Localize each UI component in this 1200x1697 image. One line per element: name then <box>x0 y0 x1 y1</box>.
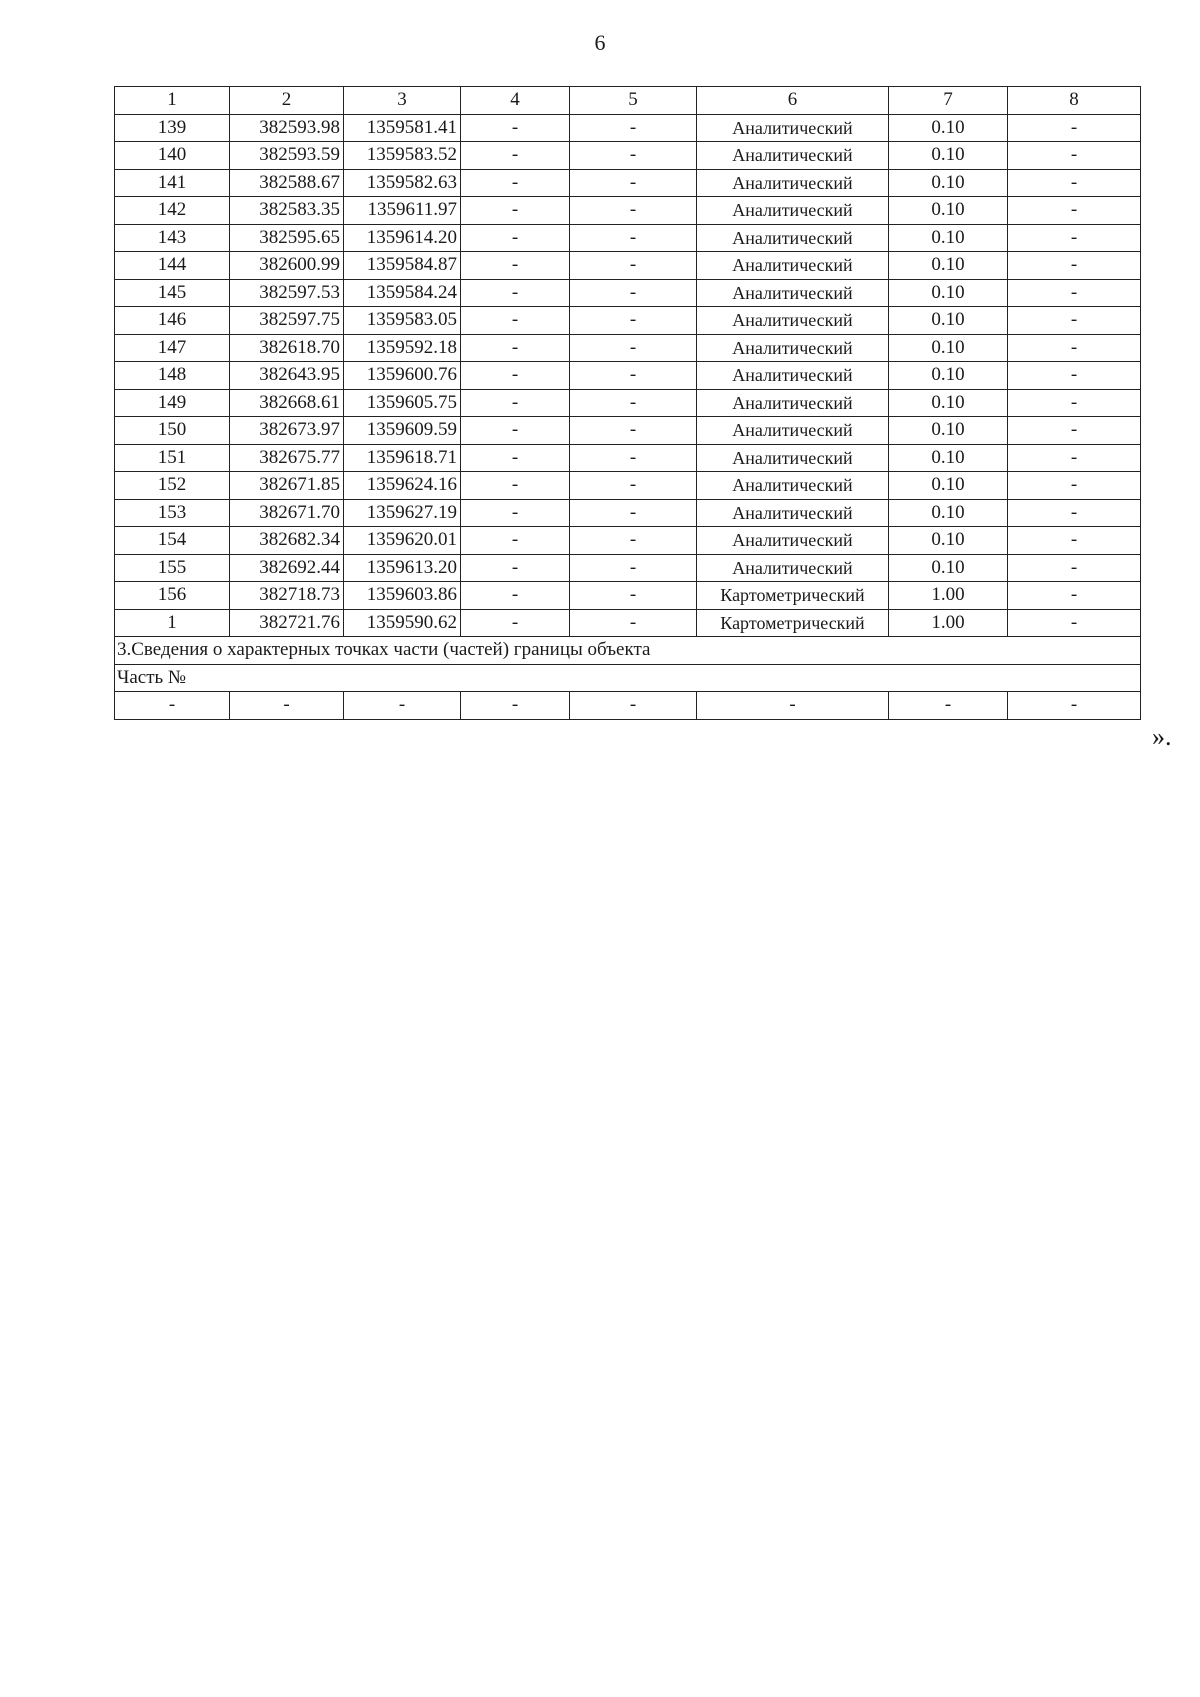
point-number-cell: 150 <box>115 417 230 445</box>
col5-cell: - <box>570 389 697 417</box>
empty-part-row <box>115 692 1141 720</box>
point-number-cell: 142 <box>115 197 230 225</box>
point-number-cell: 1 <box>115 609 230 637</box>
method-cell: Картометрический <box>697 582 889 610</box>
col5-cell: - <box>570 169 697 197</box>
x-coordinate-cell: 382600.99 <box>230 252 344 280</box>
table-row <box>115 499 1141 527</box>
header-cell: 2 <box>230 87 344 115</box>
point-number-cell: 145 <box>115 279 230 307</box>
accuracy-cell: 0.10 <box>889 554 1008 582</box>
point-number-cell: 139 <box>115 114 230 142</box>
x-coordinate-cell: 382692.44 <box>230 554 344 582</box>
section-title-row <box>115 637 1141 665</box>
x-coordinate-cell: 382673.97 <box>230 417 344 445</box>
y-coordinate-cell: 1359627.19 <box>344 499 461 527</box>
empty-cell: - <box>697 692 889 720</box>
empty-cell: - <box>115 692 230 720</box>
empty-cell: - <box>570 692 697 720</box>
method-cell: Аналитический <box>697 279 889 307</box>
closing-quote-mark: ». <box>1152 722 1172 751</box>
y-coordinate-cell: 1359581.41 <box>344 114 461 142</box>
accuracy-cell: 0.10 <box>889 499 1008 527</box>
col5-cell: - <box>570 609 697 637</box>
col8-cell: - <box>1008 334 1141 362</box>
accuracy-cell: 1.00 <box>889 582 1008 610</box>
y-coordinate-cell: 1359600.76 <box>344 362 461 390</box>
y-coordinate-cell: 1359583.52 <box>344 142 461 170</box>
point-number-cell: 147 <box>115 334 230 362</box>
col4-cell: - <box>461 444 570 472</box>
table-row <box>115 609 1141 637</box>
x-coordinate-cell: 382595.65 <box>230 224 344 252</box>
col4-cell: - <box>461 527 570 555</box>
point-number-cell: 141 <box>115 169 230 197</box>
x-coordinate-cell: 382597.75 <box>230 307 344 335</box>
col5-cell: - <box>570 554 697 582</box>
col4-cell: - <box>461 472 570 500</box>
col8-cell: - <box>1008 169 1141 197</box>
x-coordinate-cell: 382682.34 <box>230 527 344 555</box>
col8-cell: - <box>1008 527 1141 555</box>
col4-cell: - <box>461 169 570 197</box>
x-coordinate-cell: 382588.67 <box>230 169 344 197</box>
table-row <box>115 307 1141 335</box>
y-coordinate-cell: 1359614.20 <box>344 224 461 252</box>
col4-cell: - <box>461 114 570 142</box>
col4-cell: - <box>461 582 570 610</box>
col5-cell: - <box>570 224 697 252</box>
point-number-cell: 156 <box>115 582 230 610</box>
x-coordinate-cell: 382597.53 <box>230 279 344 307</box>
empty-cell: - <box>889 692 1008 720</box>
table-row <box>115 279 1141 307</box>
page-number: 6 <box>594 30 606 55</box>
point-number-cell: 140 <box>115 142 230 170</box>
method-cell: Аналитический <box>697 417 889 445</box>
x-coordinate-cell: 382671.70 <box>230 499 344 527</box>
col4-cell: - <box>461 197 570 225</box>
accuracy-cell: 0.10 <box>889 224 1008 252</box>
empty-cell: - <box>344 692 461 720</box>
x-coordinate-cell: 382593.59 <box>230 142 344 170</box>
header-row <box>115 87 1141 115</box>
point-number-cell: 155 <box>115 554 230 582</box>
y-coordinate-cell: 1359584.87 <box>344 252 461 280</box>
point-number-cell: 143 <box>115 224 230 252</box>
table-row <box>115 224 1141 252</box>
col5-cell: - <box>570 114 697 142</box>
table-row <box>115 444 1141 472</box>
method-cell: Аналитический <box>697 389 889 417</box>
col5-cell: - <box>570 197 697 225</box>
y-coordinate-cell: 1359590.62 <box>344 609 461 637</box>
x-coordinate-cell: 382675.77 <box>230 444 344 472</box>
col5-cell: - <box>570 142 697 170</box>
col8-cell: - <box>1008 582 1141 610</box>
accuracy-cell: 0.10 <box>889 307 1008 335</box>
point-number-cell: 148 <box>115 362 230 390</box>
table-row <box>115 334 1141 362</box>
accuracy-cell: 0.10 <box>889 472 1008 500</box>
col8-cell: - <box>1008 499 1141 527</box>
point-number-cell: 153 <box>115 499 230 527</box>
col8-cell: - <box>1008 472 1141 500</box>
method-cell: Аналитический <box>697 224 889 252</box>
method-cell: Аналитический <box>697 554 889 582</box>
col5-cell: - <box>570 527 697 555</box>
x-coordinate-cell: 382671.85 <box>230 472 344 500</box>
method-cell: Аналитический <box>697 252 889 280</box>
accuracy-cell: 0.10 <box>889 114 1008 142</box>
header-cell: 7 <box>889 87 1008 115</box>
table-row <box>115 252 1141 280</box>
accuracy-cell: 0.10 <box>889 362 1008 390</box>
col8-cell: - <box>1008 114 1141 142</box>
empty-cell: - <box>1008 692 1141 720</box>
col8-cell: - <box>1008 389 1141 417</box>
col4-cell: - <box>461 307 570 335</box>
y-coordinate-cell: 1359613.20 <box>344 554 461 582</box>
col8-cell: - <box>1008 307 1141 335</box>
col4-cell: - <box>461 417 570 445</box>
method-cell: Аналитический <box>697 307 889 335</box>
col4-cell: - <box>461 334 570 362</box>
col8-cell: - <box>1008 362 1141 390</box>
accuracy-cell: 0.10 <box>889 169 1008 197</box>
part-label: Часть № <box>115 664 1141 692</box>
table-row <box>115 472 1141 500</box>
point-number-cell: 149 <box>115 389 230 417</box>
empty-cell: - <box>230 692 344 720</box>
accuracy-cell: 0.10 <box>889 197 1008 225</box>
table-row <box>115 389 1141 417</box>
y-coordinate-cell: 1359592.18 <box>344 334 461 362</box>
table-row <box>115 197 1141 225</box>
header-cell: 3 <box>344 87 461 115</box>
col4-cell: - <box>461 252 570 280</box>
col5-cell: - <box>570 417 697 445</box>
col4-cell: - <box>461 389 570 417</box>
x-coordinate-cell: 382643.95 <box>230 362 344 390</box>
accuracy-cell: 0.10 <box>889 279 1008 307</box>
header-cell: 1 <box>115 87 230 115</box>
y-coordinate-cell: 1359611.97 <box>344 197 461 225</box>
method-cell: Аналитический <box>697 527 889 555</box>
col8-cell: - <box>1008 224 1141 252</box>
col5-cell: - <box>570 362 697 390</box>
accuracy-cell: 0.10 <box>889 527 1008 555</box>
col5-cell: - <box>570 472 697 500</box>
method-cell: Аналитический <box>697 472 889 500</box>
method-cell: Картометрический <box>697 609 889 637</box>
header-cell: 6 <box>697 87 889 115</box>
y-coordinate-cell: 1359584.24 <box>344 279 461 307</box>
point-number-cell: 154 <box>115 527 230 555</box>
table-footer <box>115 637 1141 720</box>
x-coordinate-cell: 382721.76 <box>230 609 344 637</box>
x-coordinate-cell: 382593.98 <box>230 114 344 142</box>
col4-cell: - <box>461 609 570 637</box>
col4-cell: - <box>461 279 570 307</box>
col5-cell: - <box>570 307 697 335</box>
x-coordinate-cell: 382718.73 <box>230 582 344 610</box>
point-number-cell: 151 <box>115 444 230 472</box>
point-number-cell: 146 <box>115 307 230 335</box>
table-row <box>115 417 1141 445</box>
table-row <box>115 554 1141 582</box>
method-cell: Аналитический <box>697 362 889 390</box>
x-coordinate-cell: 382668.61 <box>230 389 344 417</box>
col5-cell: - <box>570 279 697 307</box>
accuracy-cell: 1.00 <box>889 609 1008 637</box>
col8-cell: - <box>1008 444 1141 472</box>
point-number-cell: 152 <box>115 472 230 500</box>
table-row <box>115 362 1141 390</box>
accuracy-cell: 0.10 <box>889 417 1008 445</box>
method-cell: Аналитический <box>697 169 889 197</box>
part-label-row <box>115 664 1141 692</box>
empty-cell: - <box>461 692 570 720</box>
accuracy-cell: 0.10 <box>889 142 1008 170</box>
col8-cell: - <box>1008 142 1141 170</box>
method-cell: Аналитический <box>697 197 889 225</box>
x-coordinate-cell: 382618.70 <box>230 334 344 362</box>
y-coordinate-cell: 1359609.59 <box>344 417 461 445</box>
col5-cell: - <box>570 444 697 472</box>
coordinates-table <box>114 86 1141 720</box>
method-cell: Аналитический <box>697 114 889 142</box>
y-coordinate-cell: 1359618.71 <box>344 444 461 472</box>
col5-cell: - <box>570 499 697 527</box>
accuracy-cell: 0.10 <box>889 444 1008 472</box>
y-coordinate-cell: 1359624.16 <box>344 472 461 500</box>
col8-cell: - <box>1008 417 1141 445</box>
col8-cell: - <box>1008 609 1141 637</box>
x-coordinate-cell: 382583.35 <box>230 197 344 225</box>
accuracy-cell: 0.10 <box>889 389 1008 417</box>
point-number-cell: 144 <box>115 252 230 280</box>
header-cell: 8 <box>1008 87 1141 115</box>
table-row <box>115 527 1141 555</box>
accuracy-cell: 0.10 <box>889 334 1008 362</box>
method-cell: Аналитический <box>697 142 889 170</box>
accuracy-cell: 0.10 <box>889 252 1008 280</box>
table-row <box>115 169 1141 197</box>
y-coordinate-cell: 1359605.75 <box>344 389 461 417</box>
y-coordinate-cell: 1359582.63 <box>344 169 461 197</box>
header-cell: 5 <box>570 87 697 115</box>
method-cell: Аналитический <box>697 499 889 527</box>
header-cell: 4 <box>461 87 570 115</box>
col5-cell: - <box>570 334 697 362</box>
y-coordinate-cell: 1359583.05 <box>344 307 461 335</box>
col4-cell: - <box>461 224 570 252</box>
method-cell: Аналитический <box>697 444 889 472</box>
method-cell: Аналитический <box>697 334 889 362</box>
col4-cell: - <box>461 362 570 390</box>
col4-cell: - <box>461 499 570 527</box>
col4-cell: - <box>461 554 570 582</box>
table-row <box>115 142 1141 170</box>
col8-cell: - <box>1008 279 1141 307</box>
col4-cell: - <box>461 142 570 170</box>
col8-cell: - <box>1008 252 1141 280</box>
section-title: 3.Сведения о характерных точках части (частей) границы объекта <box>115 637 1141 665</box>
col5-cell: - <box>570 582 697 610</box>
col8-cell: - <box>1008 197 1141 225</box>
y-coordinate-cell: 1359603.86 <box>344 582 461 610</box>
table-body <box>115 87 1141 637</box>
col8-cell: - <box>1008 554 1141 582</box>
y-coordinate-cell: 1359620.01 <box>344 527 461 555</box>
table-row <box>115 114 1141 142</box>
col5-cell: - <box>570 252 697 280</box>
table-row <box>115 582 1141 610</box>
